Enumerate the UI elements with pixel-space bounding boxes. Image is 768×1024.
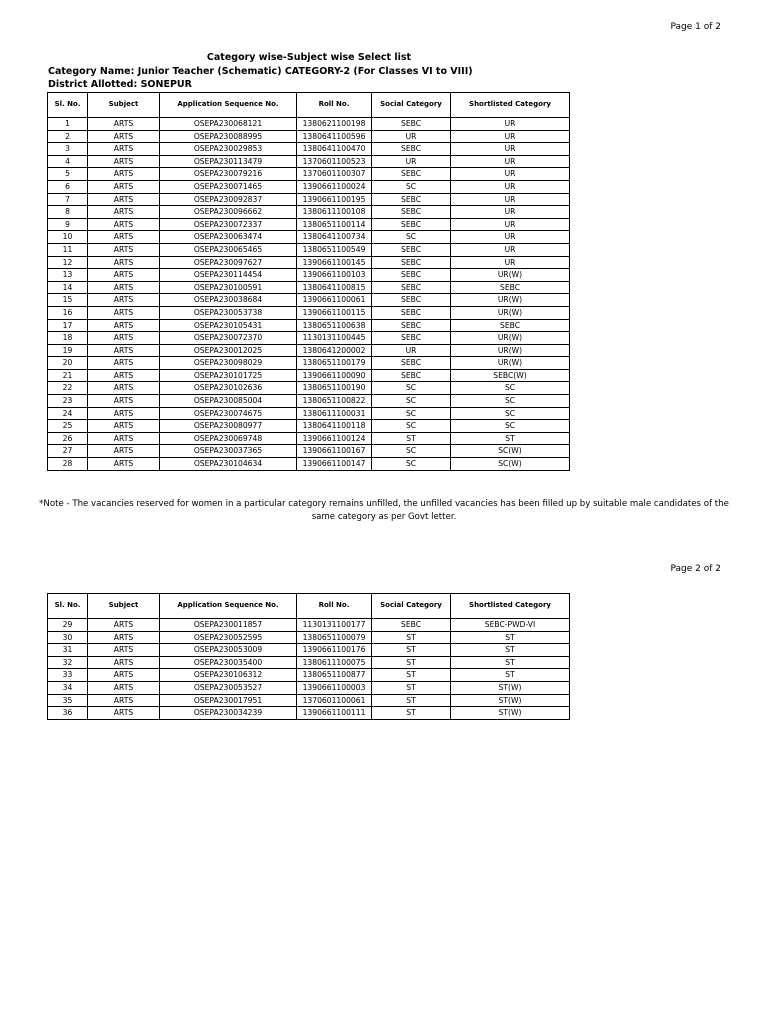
sl-no-cell: 1 <box>48 118 88 131</box>
shortlisted-category-cell: SEBC <box>451 281 570 294</box>
subject-cell: ARTS <box>88 256 160 269</box>
roll-no-cell: 1390661100124 <box>297 432 372 445</box>
table-row <box>48 458 570 471</box>
roll-no-cell: 1380611100075 <box>297 656 372 669</box>
social-category-cell: SEBC <box>372 306 451 319</box>
shortlisted-category-cell: UR <box>451 231 570 244</box>
sl-no-cell: 26 <box>48 432 88 445</box>
sl-no-cell: 32 <box>48 656 88 669</box>
roll-no-cell: 1380611100108 <box>297 206 372 219</box>
table-row <box>48 193 570 206</box>
application-seq-cell: OSEPA230088995 <box>160 130 297 143</box>
social-category-cell: SEBC <box>372 168 451 181</box>
sl-no-cell: 31 <box>48 644 88 657</box>
application-seq-cell: OSEPA230053527 <box>160 681 297 694</box>
sl-no-cell: 4 <box>48 155 88 168</box>
table-row <box>48 656 570 669</box>
shortlisted-category-cell: UR(W) <box>451 357 570 370</box>
subject-cell: ARTS <box>88 619 160 632</box>
sl-no-cell: 8 <box>48 206 88 219</box>
roll-no-cell: 1380651100190 <box>297 382 372 395</box>
shortlisted-category-cell: ST <box>451 644 570 657</box>
social-category-cell: SEBC <box>372 619 451 632</box>
roll-no-cell: 1390661100176 <box>297 644 372 657</box>
sl-no-cell: 30 <box>48 631 88 644</box>
application-seq-cell: OSEPA230011857 <box>160 619 297 632</box>
social-category-cell: SEBC <box>372 243 451 256</box>
table-row <box>48 206 570 219</box>
table-row <box>48 631 570 644</box>
subject-cell: ARTS <box>88 694 160 707</box>
subject-cell: ARTS <box>88 130 160 143</box>
shortlisted-category-cell: UR(W) <box>451 294 570 307</box>
shortlisted-category-cell: UR(W) <box>451 306 570 319</box>
sl-no-cell: 12 <box>48 256 88 269</box>
subject-cell: ARTS <box>88 395 160 408</box>
subject-cell: ARTS <box>88 231 160 244</box>
subject-cell: ARTS <box>88 631 160 644</box>
social-category-cell: ST <box>372 432 451 445</box>
subject-cell: ARTS <box>88 243 160 256</box>
note-line-2: same category as per Govt letter. <box>311 512 457 522</box>
social-category-cell: SEBC <box>372 269 451 282</box>
application-seq-cell: OSEPA230035400 <box>160 656 297 669</box>
sl-no-cell: 21 <box>48 369 88 382</box>
shortlisted-category-cell: SC(W) <box>451 445 570 458</box>
roll-no-cell: 1380651100877 <box>297 669 372 682</box>
application-seq-cell: OSEPA230096662 <box>160 206 297 219</box>
shortlisted-category-cell: UR <box>451 130 570 143</box>
table-row <box>48 294 570 307</box>
shortlisted-category-cell: UR <box>451 193 570 206</box>
roll-no-cell: 1380621100198 <box>297 118 372 131</box>
roll-no-cell: 1380611100031 <box>297 407 372 420</box>
roll-no-cell: 1380651100079 <box>297 631 372 644</box>
roll-no-cell: 1390661100024 <box>297 180 372 193</box>
subject-cell: ARTS <box>88 218 160 231</box>
application-seq-cell: OSEPA230063474 <box>160 231 297 244</box>
subject-cell: ARTS <box>88 707 160 720</box>
sl-no-cell: 15 <box>48 294 88 307</box>
table-row <box>48 256 570 269</box>
table-row <box>48 407 570 420</box>
sl-no-cell: 2 <box>48 130 88 143</box>
application-seq-cell: OSEPA230068121 <box>160 118 297 131</box>
table-row <box>48 420 570 433</box>
application-seq-cell: OSEPA230106312 <box>160 669 297 682</box>
application-seq-cell: OSEPA230100591 <box>160 281 297 294</box>
subject-cell: ARTS <box>88 644 160 657</box>
table-row <box>48 319 570 332</box>
sl-no-cell: 22 <box>48 382 88 395</box>
subject-cell: ARTS <box>88 369 160 382</box>
social-category-cell: SEBC <box>372 332 451 345</box>
table-row <box>48 432 570 445</box>
shortlisted-category-cell: UR <box>451 218 570 231</box>
shortlisted-category-cell: SEBC(W) <box>451 369 570 382</box>
social-category-cell: UR <box>372 344 451 357</box>
subject-cell: ARTS <box>88 332 160 345</box>
social-category-cell: SEBC <box>372 118 451 131</box>
roll-no-cell: 1390661100167 <box>297 445 372 458</box>
roll-no-cell: 1130131100445 <box>297 332 372 345</box>
shortlisted-category-cell: UR(W) <box>451 332 570 345</box>
table-header-row <box>48 93 570 118</box>
table-row <box>48 269 570 282</box>
sl-no-cell: 27 <box>48 445 88 458</box>
roll-no-cell: 1380651100822 <box>297 395 372 408</box>
roll-no-cell: 1390661100003 <box>297 681 372 694</box>
application-seq-cell: OSEPA230101725 <box>160 369 297 382</box>
note-line-1: *Note - The vacancies reserved for women in a particular category remains unfilled, the unfilled vacancies has been filled up by suitable male candidates of the <box>39 499 729 509</box>
col-header-roll-no: Roll No. <box>297 594 372 619</box>
application-seq-cell: OSEPA230034239 <box>160 707 297 720</box>
application-seq-cell: OSEPA230037365 <box>160 445 297 458</box>
social-category-cell: SEBC <box>372 218 451 231</box>
sl-no-cell: 33 <box>48 669 88 682</box>
roll-no-cell: 1380651100638 <box>297 319 372 332</box>
subject-cell: ARTS <box>88 269 160 282</box>
social-category-cell: UR <box>372 130 451 143</box>
col-header-sl-no: Sl. No. <box>48 594 88 619</box>
shortlisted-category-cell: UR(W) <box>451 269 570 282</box>
col-header-shortlisted-category: Shortlisted Category <box>451 594 570 619</box>
roll-no-cell: 1380651100549 <box>297 243 372 256</box>
subject-cell: ARTS <box>88 118 160 131</box>
sl-no-cell: 23 <box>48 395 88 408</box>
social-category-cell: SEBC <box>372 206 451 219</box>
page-number-2: Page 2 of 2 <box>670 564 721 574</box>
table-row <box>48 218 570 231</box>
table-row <box>48 395 570 408</box>
social-category-cell: SC <box>372 407 451 420</box>
col-header-subject: Subject <box>88 93 160 118</box>
shortlisted-category-cell: SC(W) <box>451 458 570 471</box>
shortlisted-category-cell: SC <box>451 407 570 420</box>
shortlisted-category-cell: ST <box>451 656 570 669</box>
document-title: Category wise-Subject wise Select list <box>206 52 412 63</box>
sl-no-cell: 11 <box>48 243 88 256</box>
sl-no-cell: 9 <box>48 218 88 231</box>
social-category-cell: SC <box>372 382 451 395</box>
social-category-cell: SEBC <box>372 369 451 382</box>
table-row <box>48 369 570 382</box>
roll-no-cell: 1380641100118 <box>297 420 372 433</box>
social-category-cell: UR <box>372 155 451 168</box>
social-category-cell: SEBC <box>372 256 451 269</box>
subject-cell: ARTS <box>88 669 160 682</box>
subject-cell: ARTS <box>88 407 160 420</box>
page-number-1: Page 1 of 2 <box>670 22 721 32</box>
table-row <box>48 694 570 707</box>
subject-cell: ARTS <box>88 344 160 357</box>
sl-no-cell: 7 <box>48 193 88 206</box>
social-category-cell: ST <box>372 669 451 682</box>
subject-cell: ARTS <box>88 656 160 669</box>
sl-no-cell: 24 <box>48 407 88 420</box>
table-row <box>48 344 570 357</box>
table-row <box>48 644 570 657</box>
roll-no-cell: 1370601100523 <box>297 155 372 168</box>
application-seq-cell: OSEPA230029853 <box>160 143 297 156</box>
shortlisted-category-cell: UR(W) <box>451 344 570 357</box>
subject-cell: ARTS <box>88 143 160 156</box>
shortlisted-category-cell: ST(W) <box>451 681 570 694</box>
shortlisted-category-cell: SC <box>451 420 570 433</box>
shortlisted-category-cell: ST(W) <box>451 694 570 707</box>
sl-no-cell: 16 <box>48 306 88 319</box>
subject-cell: ARTS <box>88 306 160 319</box>
sl-no-cell: 25 <box>48 420 88 433</box>
application-seq-cell: OSEPA230102636 <box>160 382 297 395</box>
sl-no-cell: 36 <box>48 707 88 720</box>
roll-no-cell: 1390661100090 <box>297 369 372 382</box>
sl-no-cell: 29 <box>48 619 88 632</box>
application-seq-cell: OSEPA230069748 <box>160 432 297 445</box>
social-category-cell: SEBC <box>372 281 451 294</box>
table-row <box>48 231 570 244</box>
roll-no-cell: 1390661100115 <box>297 306 372 319</box>
roll-no-cell: 1390661100103 <box>297 269 372 282</box>
table-row <box>48 306 570 319</box>
application-seq-cell: OSEPA230079216 <box>160 168 297 181</box>
sl-no-cell: 6 <box>48 180 88 193</box>
roll-no-cell: 1390661100145 <box>297 256 372 269</box>
subject-cell: ARTS <box>88 168 160 181</box>
social-category-cell: ST <box>372 656 451 669</box>
social-category-cell: SC <box>372 180 451 193</box>
application-seq-cell: OSEPA230012025 <box>160 344 297 357</box>
social-category-cell: SC <box>372 445 451 458</box>
col-header-social-category: Social Category <box>372 594 451 619</box>
roll-no-cell: 1380651100179 <box>297 357 372 370</box>
subject-cell: ARTS <box>88 458 160 471</box>
table-row <box>48 281 570 294</box>
table-body-page-1 <box>48 118 570 471</box>
roll-no-cell: 1370601100061 <box>297 694 372 707</box>
roll-no-cell: 1380641100815 <box>297 281 372 294</box>
shortlisted-category-cell: UR <box>451 118 570 131</box>
subject-cell: ARTS <box>88 319 160 332</box>
application-seq-cell: OSEPA230097627 <box>160 256 297 269</box>
roll-no-cell: 1380641200002 <box>297 344 372 357</box>
application-seq-cell: OSEPA230053009 <box>160 644 297 657</box>
col-header-sl-no: Sl. No. <box>48 93 88 118</box>
application-seq-cell: OSEPA230074675 <box>160 407 297 420</box>
roll-no-cell: 1380641100734 <box>297 231 372 244</box>
table-row <box>48 382 570 395</box>
application-seq-cell: OSEPA230085004 <box>160 395 297 408</box>
roll-no-cell: 1130131100177 <box>297 619 372 632</box>
sl-no-cell: 10 <box>48 231 88 244</box>
sl-no-cell: 5 <box>48 168 88 181</box>
shortlisted-category-cell: SEBC-PWD-VI <box>451 619 570 632</box>
sl-no-cell: 19 <box>48 344 88 357</box>
select-list-table-page-1 <box>47 92 570 471</box>
application-seq-cell: OSEPA230071465 <box>160 180 297 193</box>
application-seq-cell: OSEPA230114454 <box>160 269 297 282</box>
social-category-cell: ST <box>372 631 451 644</box>
subject-cell: ARTS <box>88 193 160 206</box>
application-seq-cell: OSEPA230065465 <box>160 243 297 256</box>
col-header-social-category: Social Category <box>372 93 451 118</box>
application-seq-cell: OSEPA230072337 <box>160 218 297 231</box>
roll-no-cell: 1380641100470 <box>297 143 372 156</box>
application-seq-cell: OSEPA230104634 <box>160 458 297 471</box>
shortlisted-category-cell: ST <box>451 432 570 445</box>
table-row <box>48 155 570 168</box>
shortlisted-category-cell: UR <box>451 155 570 168</box>
social-category-cell: SC <box>372 420 451 433</box>
application-seq-cell: OSEPA230080977 <box>160 420 297 433</box>
shortlisted-category-cell: UR <box>451 168 570 181</box>
roll-no-cell: 1370601100307 <box>297 168 372 181</box>
col-header-shortlisted-category: Shortlisted Category <box>451 93 570 118</box>
social-category-cell: ST <box>372 707 451 720</box>
select-list-table-page-2 <box>47 593 570 720</box>
table-row <box>48 118 570 131</box>
application-seq-cell: OSEPA230113479 <box>160 155 297 168</box>
table-body-page-2 <box>48 619 570 720</box>
application-seq-cell: OSEPA230052595 <box>160 631 297 644</box>
roll-no-cell: 1380641100596 <box>297 130 372 143</box>
application-seq-cell: OSEPA230072370 <box>160 332 297 345</box>
social-category-cell: SC <box>372 395 451 408</box>
application-seq-cell: OSEPA230092837 <box>160 193 297 206</box>
table-row <box>48 243 570 256</box>
shortlisted-category-cell: UR <box>451 180 570 193</box>
sl-no-cell: 34 <box>48 681 88 694</box>
social-category-cell: SEBC <box>372 143 451 156</box>
roll-no-cell: 1390661100195 <box>297 193 372 206</box>
shortlisted-category-cell: UR <box>451 256 570 269</box>
social-category-cell: SC <box>372 231 451 244</box>
subject-cell: ARTS <box>88 180 160 193</box>
table-row <box>48 180 570 193</box>
sl-no-cell: 18 <box>48 332 88 345</box>
shortlisted-category-cell: ST <box>451 631 570 644</box>
col-header-roll-no: Roll No. <box>297 93 372 118</box>
table-row <box>48 619 570 632</box>
sl-no-cell: 13 <box>48 269 88 282</box>
roll-no-cell: 1390661100111 <box>297 707 372 720</box>
shortlisted-category-cell: ST <box>451 669 570 682</box>
col-header-application-seq: Application Sequence No. <box>160 93 297 118</box>
vacancy-note <box>0 498 768 524</box>
roll-no-cell: 1380651100114 <box>297 218 372 231</box>
social-category-cell: ST <box>372 694 451 707</box>
social-category-cell: SEBC <box>372 357 451 370</box>
shortlisted-category-cell: ST(W) <box>451 707 570 720</box>
table-header-row <box>48 594 570 619</box>
sl-no-cell: 3 <box>48 143 88 156</box>
social-category-cell: SEBC <box>372 294 451 307</box>
application-seq-cell: OSEPA230017951 <box>160 694 297 707</box>
table-row <box>48 445 570 458</box>
sl-no-cell: 35 <box>48 694 88 707</box>
sl-no-cell: 28 <box>48 458 88 471</box>
subject-cell: ARTS <box>88 294 160 307</box>
subject-cell: ARTS <box>88 357 160 370</box>
shortlisted-category-cell: UR <box>451 206 570 219</box>
application-seq-cell: OSEPA230053738 <box>160 306 297 319</box>
subject-cell: ARTS <box>88 445 160 458</box>
social-category-cell: SC <box>372 458 451 471</box>
table-row <box>48 130 570 143</box>
shortlisted-category-cell: UR <box>451 143 570 156</box>
subject-cell: ARTS <box>88 432 160 445</box>
social-category-cell: SEBC <box>372 193 451 206</box>
subject-cell: ARTS <box>88 206 160 219</box>
roll-no-cell: 1390661100147 <box>297 458 372 471</box>
table-row <box>48 681 570 694</box>
district-allotted: District Allotted: SONEPUR <box>48 79 192 90</box>
shortlisted-category-cell: SC <box>451 382 570 395</box>
subject-cell: ARTS <box>88 281 160 294</box>
sl-no-cell: 14 <box>48 281 88 294</box>
social-category-cell: SEBC <box>372 319 451 332</box>
table-row <box>48 332 570 345</box>
application-seq-cell: OSEPA230038684 <box>160 294 297 307</box>
table-row <box>48 669 570 682</box>
shortlisted-category-cell: SC <box>451 395 570 408</box>
sl-no-cell: 17 <box>48 319 88 332</box>
shortlisted-category-cell: UR <box>451 243 570 256</box>
col-header-subject: Subject <box>88 594 160 619</box>
roll-no-cell: 1390661100061 <box>297 294 372 307</box>
application-seq-cell: OSEPA230098029 <box>160 357 297 370</box>
table-row <box>48 707 570 720</box>
sl-no-cell: 20 <box>48 357 88 370</box>
social-category-cell: ST <box>372 644 451 657</box>
table-row <box>48 143 570 156</box>
subject-cell: ARTS <box>88 155 160 168</box>
subject-cell: ARTS <box>88 382 160 395</box>
table-row <box>48 357 570 370</box>
application-seq-cell: OSEPA230105431 <box>160 319 297 332</box>
subject-cell: ARTS <box>88 420 160 433</box>
subject-cell: ARTS <box>88 681 160 694</box>
category-name: Category Name: Junior Teacher (Schematic) CATEGORY-2 (For Classes VI to VIII) <box>48 66 473 77</box>
col-header-application-seq: Application Sequence No. <box>160 594 297 619</box>
social-category-cell: ST <box>372 681 451 694</box>
table-row <box>48 168 570 181</box>
shortlisted-category-cell: SEBC <box>451 319 570 332</box>
